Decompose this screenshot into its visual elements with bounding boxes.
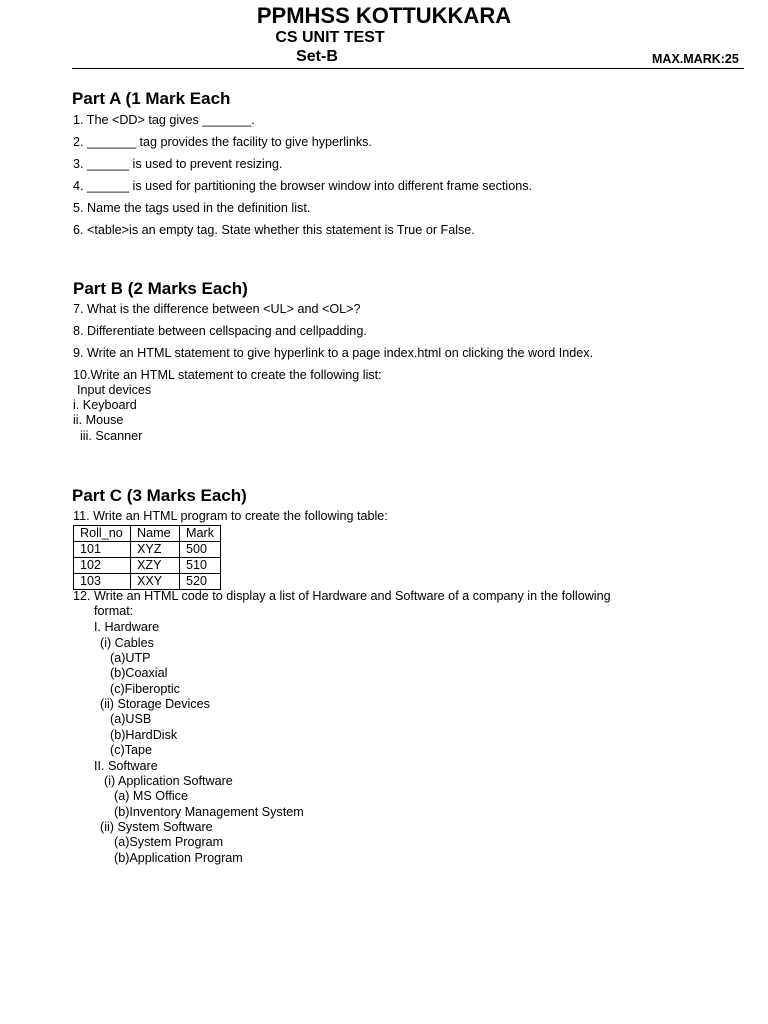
outline-item: (a) MS Office <box>114 789 188 803</box>
outline-item: (b)HardDisk <box>110 728 178 742</box>
table-cell: 103 <box>74 574 131 590</box>
question-6: 6. <table>is an empty tag. State whether this statement is True or False. <box>73 223 475 237</box>
header-divider <box>72 68 744 69</box>
table-cell: XZY <box>131 558 180 574</box>
outline-item: (c)Tape <box>110 743 152 757</box>
question-12-continued: format: <box>94 604 134 618</box>
outline-item: (ii) System Software <box>100 820 213 834</box>
outline-item: (a)System Program <box>114 835 224 849</box>
table-cell: 500 <box>180 542 221 558</box>
outline-item: (b)Inventory Management System <box>114 805 304 819</box>
school-name: PPMHSS KOTTUKKARA <box>256 3 512 28</box>
list-item: iii. Scanner <box>80 429 143 443</box>
table-row <box>74 542 221 558</box>
outline-item: II. Software <box>94 759 158 773</box>
question-11: 11. Write an HTML program to create the following table: <box>73 509 388 523</box>
table-cell: 520 <box>180 574 221 590</box>
question-9: 9. Write an HTML statement to give hyperlink to a page index.html on clicking the word Index. <box>73 346 594 360</box>
table-row <box>74 574 221 590</box>
table-row <box>74 526 221 542</box>
table-cell: 102 <box>74 558 131 574</box>
part-b-title: Part B (2 Marks Each) <box>73 279 248 298</box>
outline-item: (i) Cables <box>100 636 154 650</box>
roll-table <box>73 525 221 590</box>
question-3: 3. ______ is used to prevent resizing. <box>73 157 283 171</box>
max-mark: MAX.MARK:25 <box>652 52 739 66</box>
list-item: i. Keyboard <box>73 398 137 412</box>
outline-item: (i) Application Software <box>104 774 233 788</box>
table-cell: Name <box>131 526 180 542</box>
test-title: CS UNIT TEST <box>275 29 385 46</box>
question-7: 7. What is the difference between <UL> and <OL>? <box>73 302 361 316</box>
outline-item: (b)Coaxial <box>110 666 168 680</box>
outline-item: (a)UTP <box>110 651 151 665</box>
outline-item: I. Hardware <box>94 620 160 634</box>
outline-item: (b)Application Program <box>114 851 243 865</box>
question-4: 4. ______ is used for partitioning the browser window into different frame sections. <box>73 179 532 193</box>
list-item: Input devices <box>77 383 152 397</box>
table-cell: XXY <box>131 574 180 590</box>
part-a-title: Part A (1 Mark Each <box>72 89 231 108</box>
outline-item: (ii) Storage Devices <box>100 697 210 711</box>
question-2: 2. _______ tag provides the facility to give hyperlinks. <box>73 135 372 149</box>
question-10: 10.Write an HTML statement to create the following list: <box>73 368 382 382</box>
table-row <box>74 558 221 574</box>
set-label: Set-B <box>296 48 338 65</box>
part-c-title: Part C (3 Marks Each) <box>72 486 247 505</box>
table-cell: Mark <box>180 526 221 542</box>
outline-item: (a)USB <box>110 712 152 726</box>
table-cell: XYZ <box>131 542 180 558</box>
question-12: 12. Write an HTML code to display a list of Hardware and Software of a company in the following <box>73 589 611 603</box>
question-1: 1. The <DD> tag gives _______. <box>73 113 255 127</box>
table-cell: 101 <box>74 542 131 558</box>
list-item: ii. Mouse <box>73 413 124 427</box>
outline-item: (c)Fiberoptic <box>110 682 180 696</box>
table-cell: Roll_no <box>74 526 131 542</box>
question-8: 8. Differentiate between cellspacing and cellpadding. <box>73 324 367 338</box>
question-5: 5. Name the tags used in the definition list. <box>73 201 311 215</box>
table-cell: 510 <box>180 558 221 574</box>
